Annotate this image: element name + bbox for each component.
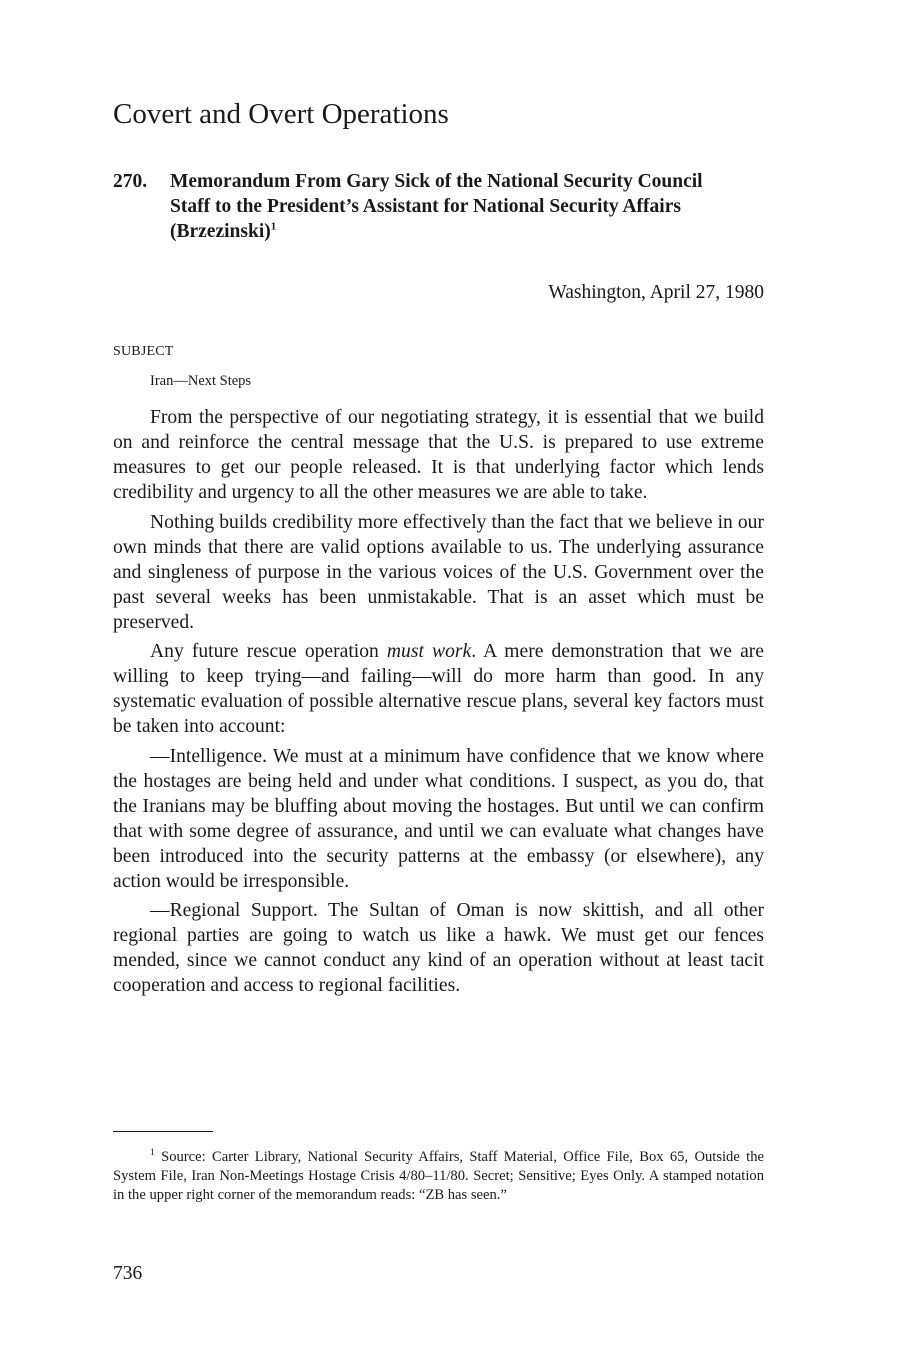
- body-paragraph: —Intelligence. We must at a minimum have confidence that we know where the hostages are being held and under what conditions. I suspect, as you do, that the Iranians may be bluffing about moving the hostages. But until we can confirm that with some degree of assurance, and until we can evaluate what changes have been introduced into the security patterns at the embassy (or elsewhere), any action would be irresponsible.: [113, 745, 764, 892]
- body-paragraph: From the perspective of our negotiating strategy, it is essential that we build on and reinforce the central message that the U.S. is prepared to use extreme measures to get our people released. It is that underlying factor which lends credibility and urgency to all the other measures we are able to take.: [113, 407, 764, 503]
- document-heading: [113, 169, 733, 244]
- footnote-text: Source: Carter Library, National Security Affairs, Staff Material, Office File, Box 65, Outside the System File, Iran Non-Meetings Hostage Crisis 4/80–11/80. Secret; Sensitive; Eyes Only. A stamped notation in the upper right corner of the memorandum reads: “ZB has seen.”: [113, 1149, 764, 1203]
- subject-value: Iran—Next Steps: [150, 373, 252, 389]
- footnote-divider: [113, 1131, 213, 1132]
- body-paragraph: Nothing builds credibility more effectively than the fact that we believe in our own minds that there are valid options available to us. The underlying assurance and singleness of purpose in the various voices of the U.S. Government over the past several weeks has been unmistakable. That is an asset which must be preserved.: [113, 511, 764, 633]
- subject-label: SUBJECT: [113, 344, 174, 359]
- rescue-text-before: Any future rescue operation: [150, 641, 387, 662]
- footnote: [113, 1148, 764, 1205]
- section-title: Covert and Overt Operations: [113, 98, 449, 130]
- body-paragraph: —Regional Support. The Sultan of Oman is now skittish, and all other regional parties are going to watch us like a hawk. We must get our fences mended, since we cannot conduct any kind of an operation without at least tacit cooperation and access to regional facilities.: [113, 900, 764, 996]
- body-paragraph-rescue: [113, 639, 764, 739]
- rescue-text-after: . A mere demonstration that we are willing to keep trying—and failing—will do more harm than good. In any systematic evaluation of possible alternative rescue plans, several key factors must be taken into account:: [113, 641, 765, 737]
- document-page: [113, 0, 764, 1351]
- dateline: Washington, April 27, 1980: [548, 282, 764, 303]
- footnote-reference[interactable]: 1: [270, 220, 277, 233]
- document-title-block: [170, 169, 733, 244]
- footnote-marker: 1: [150, 1148, 155, 1159]
- document-title: Memorandum From Gary Sick of the National Security Council Staff to the President’s Assistant for National Security Affairs (Brzezinski): [170, 171, 703, 242]
- document-number: 270.: [113, 171, 148, 192]
- memo-body: [113, 405, 764, 1003]
- page-number: 736: [113, 1263, 143, 1284]
- rescue-text-emphasis: must work: [386, 641, 472, 662]
